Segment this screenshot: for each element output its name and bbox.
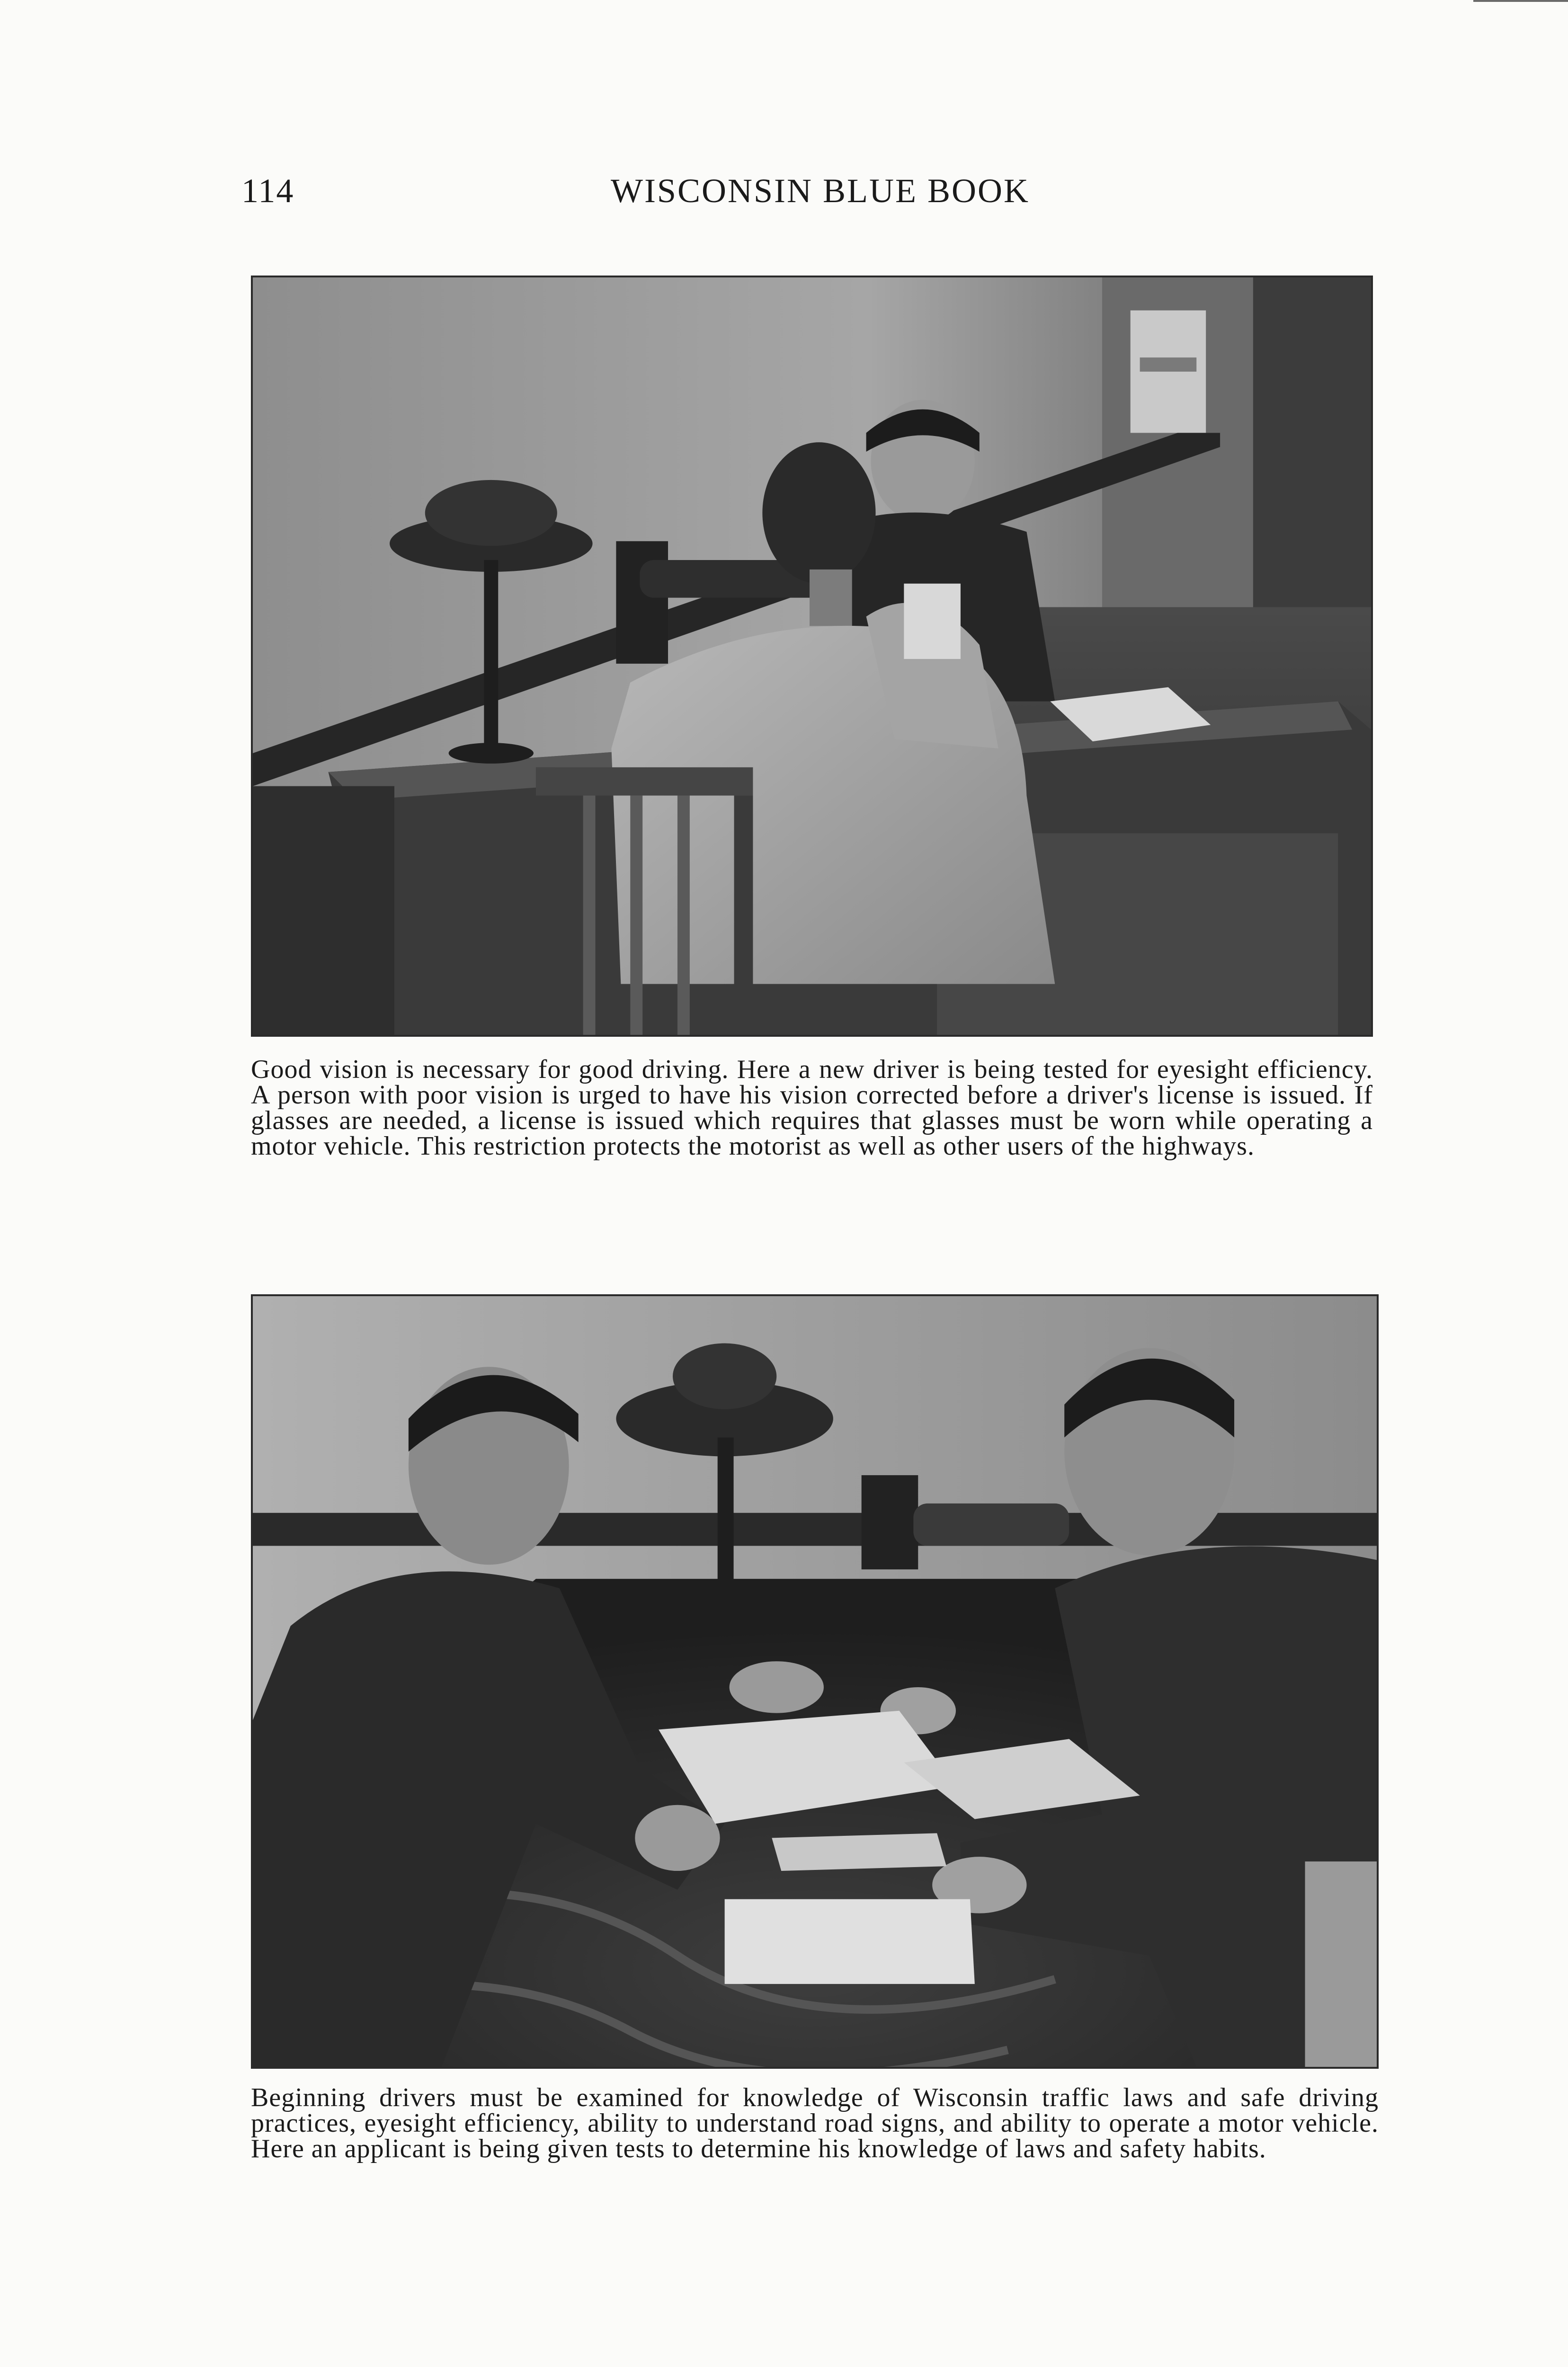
page-number: 114 <box>241 172 294 210</box>
running-head: WISCONSIN BLUE BOOK <box>611 172 1030 210</box>
vision-test-photo-drawing <box>253 277 1371 1035</box>
photo-caption-vision-test: Good vision is necessary for good driving. Here a new driver is being tested for eyesight efficiency. A person with poor vision is urged to have his vision corrected before a driver's license is issued. If glasses are needed, a license is issued which requires that glasses must be worn while operating a motor vehicle. This restriction protects the motorist as well as other users of the highways. <box>251 1055 1373 1161</box>
photo-knowledge-test <box>251 1294 1379 2069</box>
photo-vision-test <box>251 276 1373 1037</box>
scan-edge-rule <box>1473 0 1568 2</box>
knowledge-test-photo-drawing <box>253 1296 1377 2067</box>
photo-caption-knowledge-test: Beginning drivers must be examined for knowledge of Wisconsin traffic laws and safe driving practices, eyesight efficiency, ability to understand road signs, and ability to operate a motor vehicle. Here an applicant is being given tests to determine his knowledge of laws and safety habits. <box>251 2083 1379 2163</box>
